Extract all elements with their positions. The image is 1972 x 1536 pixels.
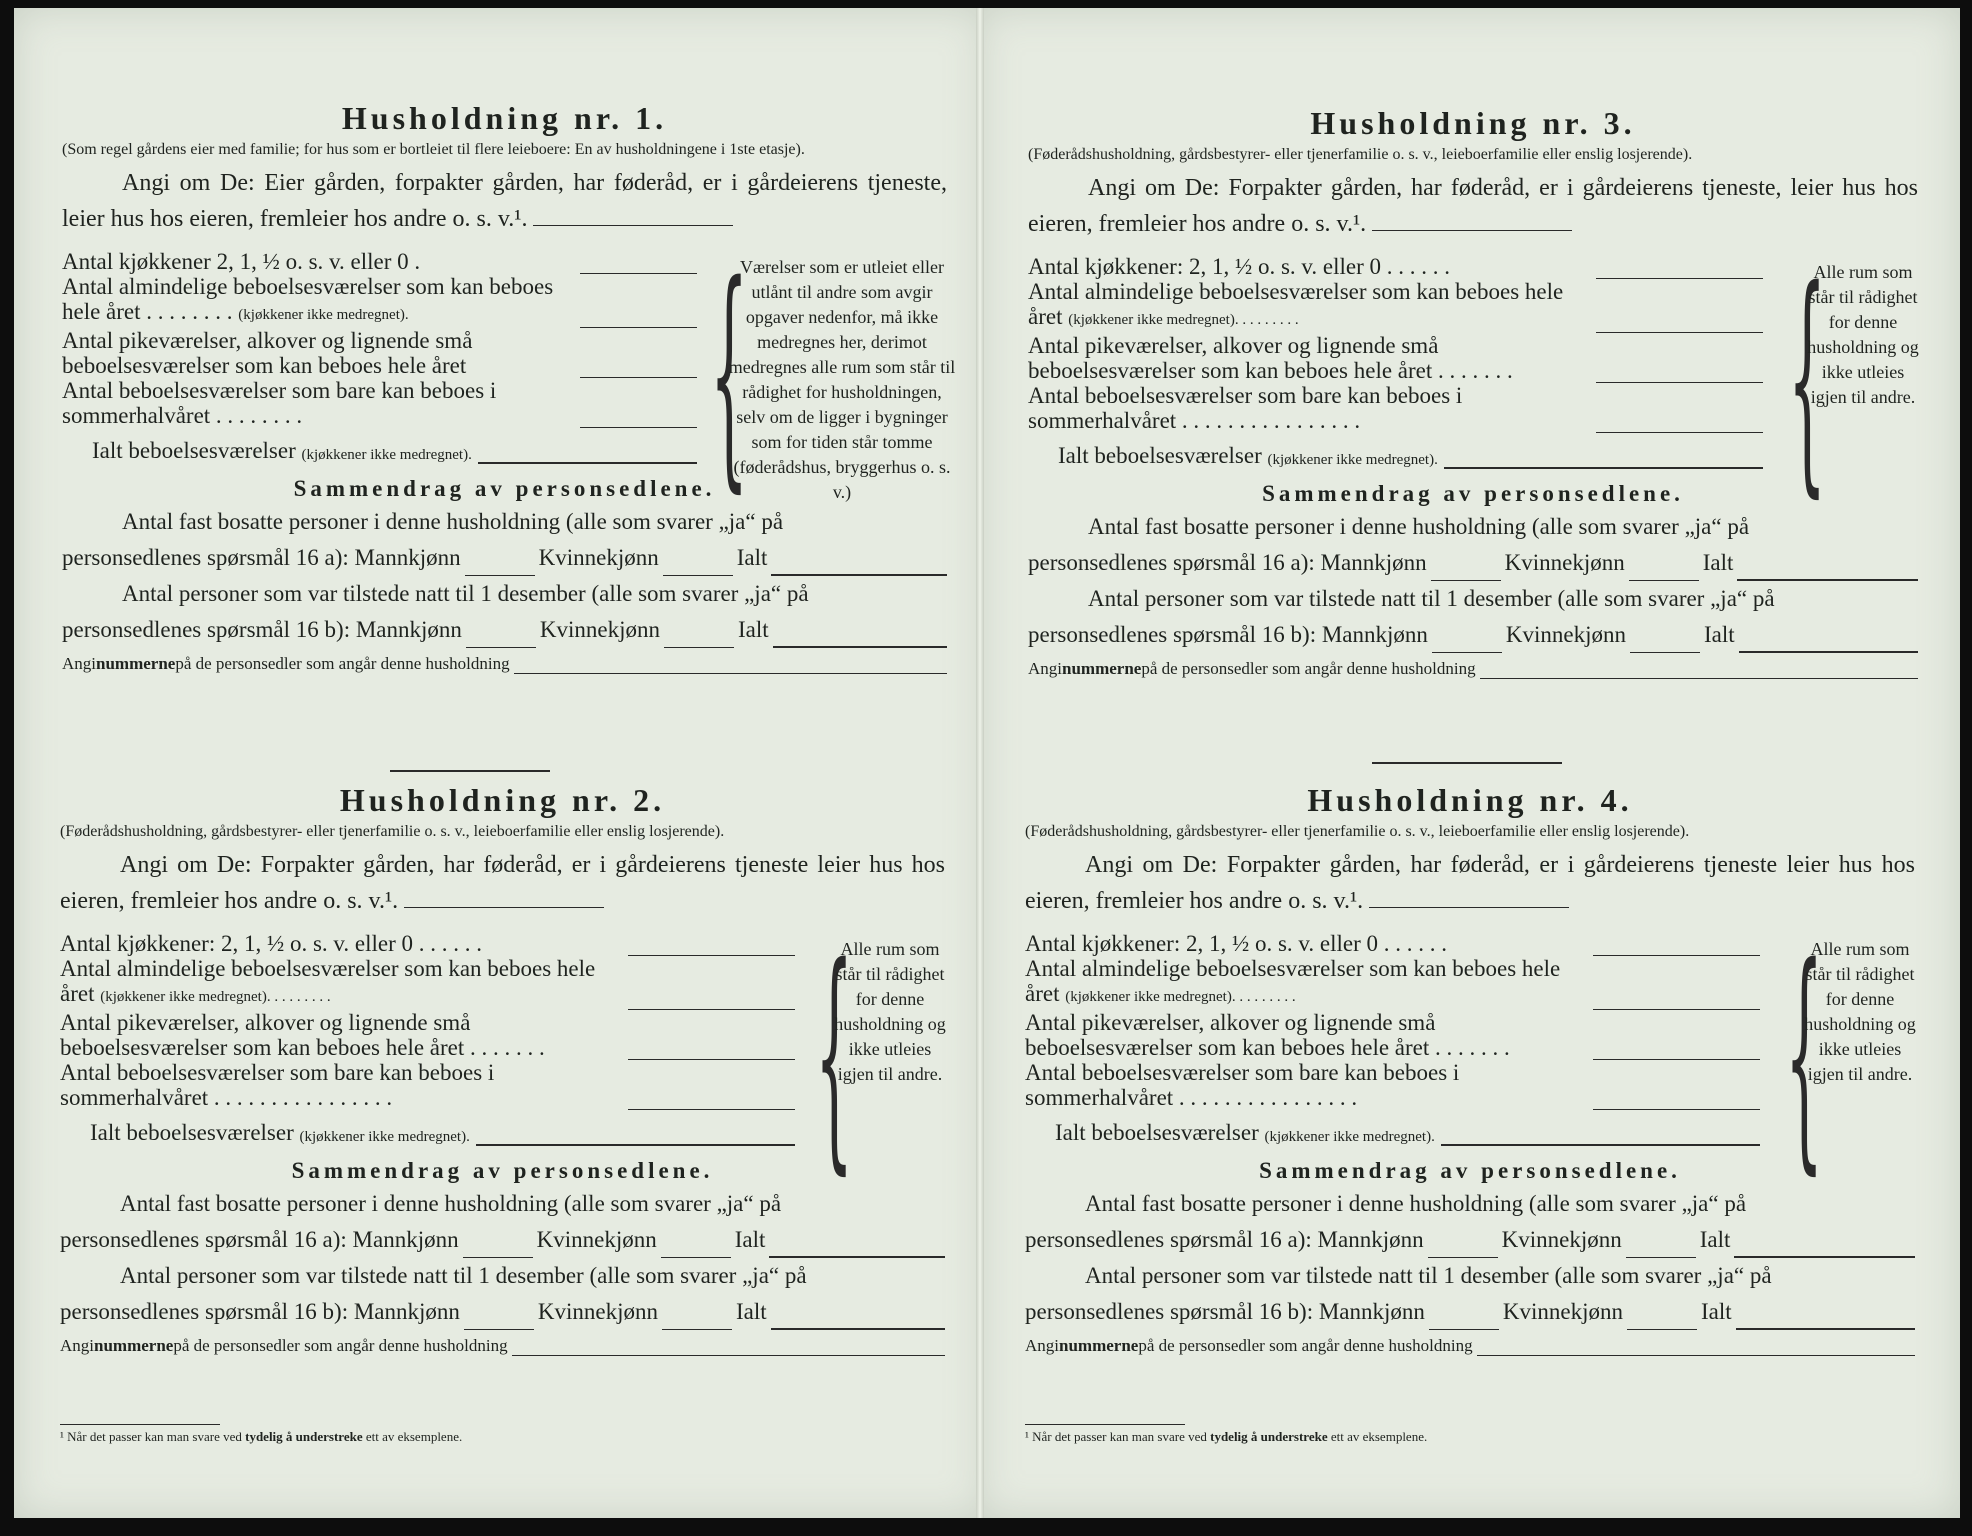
household-note: (Som regel gårdens eier med familie; for hus som er bortleiet til flere leieboere: En av husholdningene i 1ste etasje). <box>62 141 805 158</box>
rooms-side-note: Alle rum som står til rådighet for denne husholdning og ikke utleies igjen til andre. <box>1807 262 1919 407</box>
kitchens-row: Antal kjøkkener: 2, 1, ½ o. s. v. eller 0 . . . . . . <box>1025 931 1760 956</box>
footnote-right: ¹ Når det passer kan man svare ved tydelig å understreke ett av eksemplene. <box>1025 1429 1428 1444</box>
ownership-answer-line[interactable] <box>1369 906 1569 908</box>
maid-rooms-answer[interactable] <box>1593 1039 1760 1060</box>
maid-rooms-row: Antal pikeværelser, alkover og lignende små beboelsesværelser som kan beboes hele året . . . . . . . <box>1025 1010 1760 1060</box>
person-numbers-row: Angi nummerne på de personsedler som angår denne husholdning <box>60 1336 945 1356</box>
kitchens-row: Antal kjøkkener: 2, 1, ½ o. s. v. eller 0 . . . . . . <box>1028 254 1763 279</box>
summer-rooms-answer[interactable] <box>580 407 697 428</box>
household-1 <box>62 100 956 674</box>
household-block <box>1025 782 1915 1356</box>
summer-rooms-answer[interactable] <box>1593 1089 1760 1110</box>
brace-icon: { <box>815 915 854 1195</box>
ordinary-rooms-answer[interactable] <box>1596 312 1763 333</box>
maid-rooms-row: Antal pikeværelser, alkover og lignende små beboelsesværelser som kan beboes hele året . . . . . . . <box>1028 333 1763 383</box>
summer-rooms-row: Antal beboelsesværelser som bare kan beboes i sommerhalvåret . . . . . . . . . . . . . . . . <box>1028 383 1763 433</box>
female-a-answer[interactable] <box>661 1235 731 1258</box>
kitchens-answer[interactable] <box>1596 258 1763 279</box>
summary-b-text: Antal personer som var tilstede natt til 1 desember (alle som svarer „ja“ på <box>1088 586 1775 611</box>
maid-rooms-row: Antal pikeværelser, alkover og lignende små beboelsesværelser som kan beboes hele året . . . . . . . <box>60 1010 795 1060</box>
male-b-answer[interactable] <box>1432 630 1502 653</box>
total-a-answer[interactable] <box>771 552 947 576</box>
ordinary-rooms-answer[interactable] <box>580 307 697 328</box>
kitchens-answer[interactable] <box>1593 935 1760 956</box>
kitchens-answer[interactable] <box>628 935 795 956</box>
rooms-side-note: Alle rum som står til rådighet for denne husholdning og ikke utleies igjen til andre. <box>1804 939 1916 1084</box>
summer-rooms-row: Antal beboelsesværelser som bare kan beboes i sommerhalvåret . . . . . . . . <box>62 378 697 428</box>
household-block <box>62 100 956 674</box>
summer-rooms-row: Antal beboelsesværelser som bare kan beboes i sommerhalvåret . . . . . . . . . . . . . . . . <box>60 1060 795 1110</box>
separator-right <box>1372 762 1562 764</box>
female-b-answer[interactable] <box>1627 1307 1697 1330</box>
person-numbers-answer[interactable] <box>1477 1341 1915 1356</box>
ownership-question: Angi om De: Eier gården, forpakter gården, har føderåd, er i gårdeierens tjeneste, leier hus hos eieren, fremleier hos andre o. s. v.¹. <box>62 170 947 232</box>
male-a-answer[interactable] <box>465 553 535 576</box>
total-rooms-row: Ialt beboelsesværelser (kjøkkener ikke medregnet). <box>1028 443 1763 469</box>
summary-title: Sammendrag av personsedlene. <box>1259 1158 1681 1183</box>
summary-b-row: personsedlenes spørsmål 16 b): Mannkjønn Kvinnekjønn Ialt <box>62 612 947 648</box>
total-rooms-row: Ialt beboelsesværelser (kjøkkener ikke medregnet). <box>1025 1120 1760 1146</box>
rooms-side-note: Alle rum som står til rådighet for denne husholdning og ikke utleies igjen til andre. <box>834 939 946 1084</box>
kitchens-row: Antal kjøkkener 2, 1, ½ o. s. v. eller 0 . <box>62 249 697 274</box>
maid-rooms-row: Antal pikeværelser, alkover og lignende små beboelsesværelser som kan beboes hele året <box>62 328 697 378</box>
household-note: (Føderådshusholdning, gårdsbestyrer- eller tjenerfamilie o. s. v., leieboerfamilie eller enslig losjerende). <box>60 823 725 840</box>
ownership-question: Angi om De: Forpakter gården, har føderåd, er i gårdeierens tjeneste, leier hus hos eieren, fremleier hos andre o. s. v.¹. <box>1028 175 1918 237</box>
summary-b-text: Antal personer som var tilstede natt til 1 desember (alle som svarer „ja“ på <box>1085 1263 1772 1288</box>
summary-a-text: Antal fast bosatte personer i denne husholdning (alle som svarer „ja“ på <box>122 509 784 534</box>
summary-a-row: personsedlenes spørsmål 16 a): Mannkjønn Kvinnekjønn Ialt <box>1028 545 1918 581</box>
total-rooms-answer[interactable] <box>1444 447 1763 469</box>
summary-title: Sammendrag av personsedlene. <box>1262 481 1684 506</box>
ordinary-rooms-answer[interactable] <box>1593 989 1760 1010</box>
summary-b-row: personsedlenes spørsmål 16 b): Mannkjønn Kvinnekjønn Ialt <box>60 1294 945 1330</box>
summary-b-text: Antal personer som var tilstede natt til 1 desember (alle som svarer „ja“ på <box>120 1263 807 1288</box>
footnote-left: ¹ Når det passer kan man svare ved tydelig å understreke ett av eksemplene. <box>60 1429 463 1444</box>
brace-icon: { <box>710 233 749 513</box>
maid-rooms-answer[interactable] <box>580 357 697 378</box>
household-title: Husholdning nr. 4. <box>1307 782 1633 818</box>
rooms-side-note: Værelser som er utleiet eller utlånt til andre som avgir opgaver nedenfor, må ikke medregnes her, derimot medregnes alle rum som står til rådighet for husholdningen, selv om de ligger i bygninger som for tiden står tomme (føderådshus, bryggerhus o. s. v.) <box>728 257 956 502</box>
total-a-answer[interactable] <box>1737 557 1918 581</box>
female-a-answer[interactable] <box>663 553 733 576</box>
household-block <box>60 782 945 1356</box>
female-b-answer[interactable] <box>664 625 734 648</box>
kitchens-row: Antal kjøkkener: 2, 1, ½ o. s. v. eller 0 . . . . . . <box>60 931 795 956</box>
total-rooms-row: Ialt beboelsesværelser (kjøkkener ikke medregnet). <box>62 438 697 464</box>
summary-a-text: Antal fast bosatte personer i denne husholdning (alle som svarer „ja“ på <box>1088 514 1750 539</box>
total-rooms-row: Ialt beboelsesværelser (kjøkkener ikke medregnet). <box>60 1120 795 1146</box>
household-title: Husholdning nr. 3. <box>1310 105 1636 141</box>
page-fold <box>976 8 984 1518</box>
ownership-answer-line[interactable] <box>533 224 733 226</box>
person-numbers-answer[interactable] <box>512 1341 945 1356</box>
male-b-answer[interactable] <box>466 625 536 648</box>
ownership-answer-line[interactable] <box>404 906 604 908</box>
male-b-answer[interactable] <box>464 1307 534 1330</box>
household-3 <box>1028 105 1918 679</box>
ordinary-rooms-row: Antal almindelige beboelsesværelser som kan beboes hele året (kjøkkener ikke medregnet). . . . . . . . . <box>1025 956 1760 1010</box>
male-a-answer[interactable] <box>463 1235 533 1258</box>
total-b-answer[interactable] <box>1739 629 1918 653</box>
summer-rooms-row: Antal beboelsesværelser som bare kan beboes i sommerhalvåret . . . . . . . . . . . . . . . . <box>1025 1060 1760 1110</box>
male-a-answer[interactable] <box>1428 1235 1498 1258</box>
summary-a-row: personsedlenes spørsmål 16 a): Mannkjønn Kvinnekjønn Ialt <box>60 1222 945 1258</box>
summary-a-row: personsedlenes spørsmål 16 a): Mannkjønn Kvinnekjønn Ialt <box>62 540 947 576</box>
total-b-answer[interactable] <box>773 624 947 648</box>
household-title: Husholdning nr. 2. <box>339 782 666 818</box>
total-a-answer[interactable] <box>1734 1234 1915 1258</box>
summer-rooms-answer[interactable] <box>1596 412 1763 433</box>
household-note: (Føderådshusholdning, gårdsbestyrer- eller tjenerfamilie o. s. v., leieboerfamilie eller enslig losjerende). <box>1028 146 1693 163</box>
ordinary-rooms-answer[interactable] <box>628 989 795 1010</box>
summary-a-text: Antal fast bosatte personer i denne husholdning (alle som svarer „ja“ på <box>1085 1191 1747 1216</box>
summary-b-row: personsedlenes spørsmål 16 b): Mannkjønn Kvinnekjønn Ialt <box>1028 617 1918 653</box>
household-2 <box>60 782 945 1356</box>
summary-title: Sammendrag av personsedlene. <box>291 1158 714 1183</box>
brace-icon: { <box>1785 915 1824 1195</box>
separator-left <box>390 770 550 772</box>
female-b-answer[interactable] <box>662 1307 732 1330</box>
summary-b-row: personsedlenes spørsmål 16 b): Mannkjønn Kvinnekjønn Ialt <box>1025 1294 1915 1330</box>
male-a-answer[interactable] <box>1431 558 1501 581</box>
person-numbers-answer[interactable] <box>1480 664 1918 679</box>
summary-a-row: personsedlenes spørsmål 16 a): Mannkjønn Kvinnekjønn Ialt <box>1025 1222 1915 1258</box>
footnote-right-wrap <box>1025 1416 1915 1445</box>
female-a-answer[interactable] <box>1629 558 1699 581</box>
ownership-question: Angi om De: Forpakter gården, har føderåd, er i gårdeierens tjeneste leier hus hos eieren, fremleier hos andre o. s. v.¹. <box>60 852 945 914</box>
household-note: (Føderådshusholdning, gårdsbestyrer- eller tjenerfamilie o. s. v., leieboerfamilie eller enslig losjerende). <box>1025 823 1690 840</box>
household-title: Husholdning nr. 1. <box>341 100 668 136</box>
maid-rooms-answer[interactable] <box>1596 362 1763 383</box>
household-block <box>1028 105 1918 679</box>
total-b-answer[interactable] <box>1736 1306 1915 1330</box>
ownership-answer-line[interactable] <box>1372 229 1572 231</box>
total-rooms-answer[interactable] <box>476 1124 795 1146</box>
summary-a-text: Antal fast bosatte personer i denne husholdning (alle som svarer „ja“ på <box>120 1191 782 1216</box>
ordinary-rooms-row: Antal almindelige beboelsesværelser som kan beboes hele året (kjøkkener ikke medregnet). . . . . . . . . <box>1028 279 1763 333</box>
summary-title: Sammendrag av personsedlene. <box>293 476 716 501</box>
total-rooms-answer[interactable] <box>478 442 697 464</box>
ownership-question: Angi om De: Forpakter gården, har føderåd, er i gårdeierens tjeneste leier hus hos eieren, fremleier hos andre o. s. v.¹. <box>1025 852 1915 914</box>
person-numbers-row: Angi nummerne på de personsedler som angår denne husholdning <box>62 654 947 674</box>
female-b-answer[interactable] <box>1630 630 1700 653</box>
person-numbers-answer[interactable] <box>514 659 947 674</box>
female-a-answer[interactable] <box>1626 1235 1696 1258</box>
summary-b-text: Antal personer som var tilstede natt til 1 desember (alle som svarer „ja“ på <box>122 581 809 606</box>
footnote-left-wrap <box>60 1416 945 1445</box>
ordinary-rooms-row: Antal almindelige beboelsesværelser som kan beboes hele året . . . . . . . . (kjøkkener ikke medregnet). <box>62 274 697 328</box>
summer-rooms-answer[interactable] <box>628 1089 795 1110</box>
person-numbers-row: Angi nummerne på de personsedler som angår denne husholdning <box>1025 1336 1915 1356</box>
ordinary-rooms-row: Antal almindelige beboelsesværelser som kan beboes hele året (kjøkkener ikke medregnet). . . . . . . . . <box>60 956 795 1010</box>
total-a-answer[interactable] <box>769 1234 945 1258</box>
person-numbers-row: Angi nummerne på de personsedler som angår denne husholdning <box>1028 659 1918 679</box>
total-b-answer[interactable] <box>771 1306 945 1330</box>
total-rooms-answer[interactable] <box>1441 1124 1760 1146</box>
maid-rooms-answer[interactable] <box>628 1039 795 1060</box>
kitchens-answer[interactable] <box>580 253 697 274</box>
male-b-answer[interactable] <box>1429 1307 1499 1330</box>
household-4 <box>1025 782 1915 1356</box>
brace-icon: { <box>1788 238 1827 518</box>
